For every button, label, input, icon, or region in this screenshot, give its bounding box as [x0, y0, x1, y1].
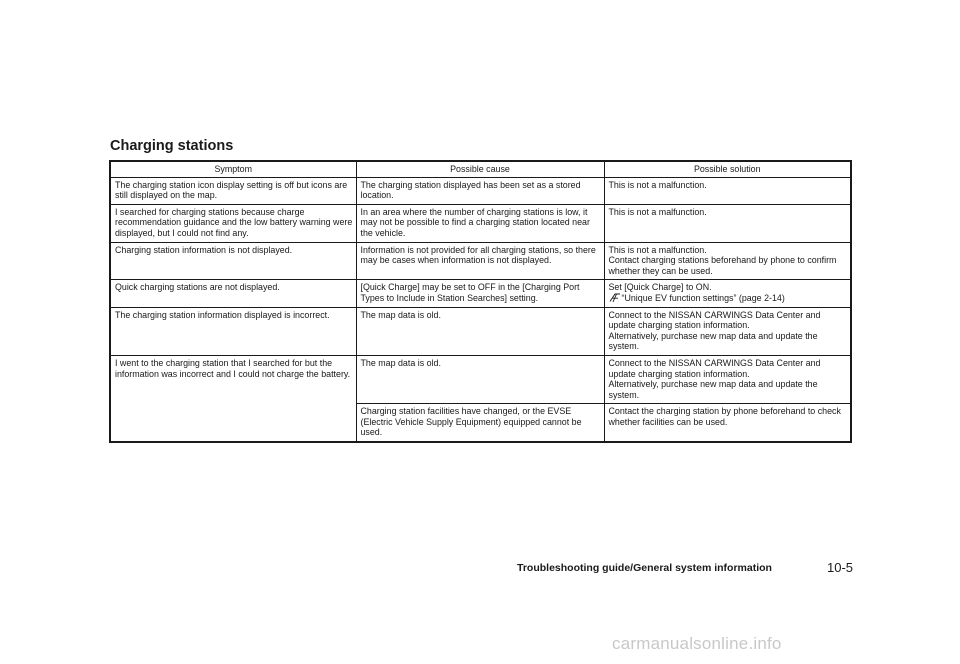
- solution-line: Contact charging stations beforehand by phone to confirm whether they can be used.: [608, 255, 837, 276]
- cause-cell: The charging station displayed has been set as a stored location.: [356, 177, 604, 204]
- symptom-cell: The charging station information displayed is incorrect.: [110, 307, 356, 355]
- solution-cell: [604, 355, 851, 403]
- table-row: [110, 355, 851, 403]
- header-symptom: Symptom: [110, 161, 356, 177]
- solution-line: Alternatively, purchase new map data and update the system.: [608, 330, 818, 352]
- symptom-cell: Charging station information is not displayed.: [110, 242, 356, 280]
- solution-line: Connect to the NISSAN CARWINGS Data Center and update charging station information.: [608, 357, 821, 379]
- table-row: [110, 177, 851, 204]
- solution-line: Set [Quick Charge] to ON.: [608, 282, 712, 293]
- solution-line: This is not a malfunction.: [608, 206, 707, 217]
- solution-cell: [604, 204, 851, 242]
- watermark: carmanualsonline.info: [612, 634, 782, 653]
- page-number: 10-5: [827, 560, 854, 575]
- solution-line: Contact the charging station by phone beforehand to check whether facilities can be used.: [608, 406, 841, 427]
- solution-cell: [604, 280, 851, 307]
- cause-cell: The map data is old.: [356, 355, 604, 403]
- table-row: [110, 242, 851, 280]
- solution-line: This is not a malfunction.: [608, 179, 707, 190]
- page-reference-icon: [609, 293, 621, 303]
- table-row: [110, 204, 851, 242]
- solution-cell: [604, 404, 851, 442]
- cause-cell: [Quick Charge] may be set to OFF in the [Charging Port Types to Include in Station Searches] setting.: [356, 280, 604, 307]
- solution-cell: [604, 242, 851, 280]
- troubleshooting-table: [109, 160, 852, 443]
- section-title: Charging stations: [110, 138, 234, 154]
- solution-line: Alternatively, purchase new map data and update the system.: [608, 379, 818, 400]
- cause-cell: Information is not provided for all charging stations, so there may be cases when information is not displayed.: [356, 242, 604, 280]
- header-possible-solution: Possible solution: [604, 161, 851, 177]
- solution-line: Connect to the NISSAN CARWINGS Data Center and update charging station information.: [608, 309, 821, 331]
- cause-cell: In an area where the number of charging stations is low, it may not be possible to find a charging station located near the vehicle.: [356, 204, 604, 242]
- solution-cell: [604, 307, 851, 355]
- symptom-cell: The charging station icon display setting is off but icons are still displayed on the map.: [110, 177, 356, 204]
- footer-section-title: Troubleshooting guide/General system information: [517, 562, 772, 574]
- header-possible-cause: Possible cause: [356, 161, 604, 177]
- symptom-cell: I searched for charging stations because charge recommendation guidance and the low battery warning were displayed, but I could not find any.: [110, 204, 356, 242]
- table-header-row: [110, 161, 851, 177]
- symptom-cell: Quick charging stations are not displayed.: [110, 280, 356, 307]
- symptom-cell: I went to the charging station that I searched for but the information was incorrect and I could not charge the battery.: [110, 355, 356, 442]
- table-row: [110, 307, 851, 355]
- table-row: [110, 280, 851, 307]
- solution-line: This is not a malfunction.: [608, 244, 707, 255]
- solution-cell: [604, 177, 851, 204]
- page-reference-text: “Unique EV function settings” (page 2-14): [621, 292, 785, 303]
- cause-cell: The map data is old.: [356, 307, 604, 355]
- page-reference[interactable]: [609, 293, 848, 304]
- cause-cell: Charging station facilities have changed, or the EVSE (Electric Vehicle Supply Equipment) equipped cannot be used.: [356, 404, 604, 442]
